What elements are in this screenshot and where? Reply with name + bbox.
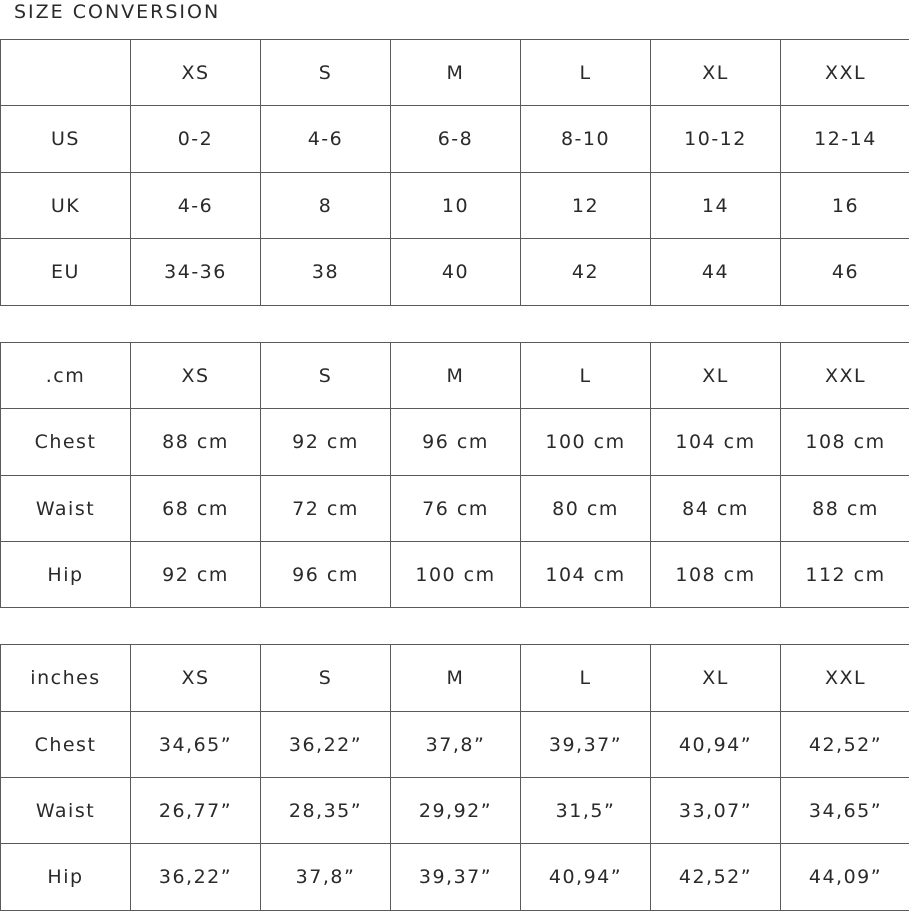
size-header-cell: M xyxy=(391,40,521,106)
table-cell: 8-10 xyxy=(521,106,651,173)
table-cell: 104 cm xyxy=(521,542,651,608)
table-cell: 108 cm xyxy=(781,409,909,476)
row-label-cell: Hip xyxy=(1,844,131,911)
size-header-cell: XL xyxy=(651,40,781,106)
table-cell: 92 cm xyxy=(261,409,391,476)
table-row xyxy=(1,409,909,476)
size-header-cell: XL xyxy=(651,645,781,712)
size-header-cell: L xyxy=(521,40,651,106)
table-cell: 16 xyxy=(781,173,909,239)
table-cell: 39,37” xyxy=(391,844,521,911)
table-cell: 96 cm xyxy=(261,542,391,608)
table-cell: 100 cm xyxy=(521,409,651,476)
table-cell: 10-12 xyxy=(651,106,781,173)
table-cell: 44,09” xyxy=(781,844,909,911)
table-cell: 12 xyxy=(521,173,651,239)
table-cell: 40 xyxy=(391,239,521,306)
table-row xyxy=(1,173,909,239)
table-row xyxy=(1,106,909,173)
table-cell: 37,8” xyxy=(261,844,391,911)
cm-measurements-table xyxy=(0,342,909,608)
table-header-row xyxy=(1,40,909,106)
size-header-cell: XS xyxy=(131,343,261,409)
size-header-cell: S xyxy=(261,40,391,106)
table-cell: 44 xyxy=(651,239,781,306)
table-cell: 96 cm xyxy=(391,409,521,476)
table-cell: 42 xyxy=(521,239,651,306)
row-label-cell: Waist xyxy=(1,476,131,542)
table-cell: 34,65” xyxy=(781,778,909,844)
table-cell: 40,94” xyxy=(651,712,781,778)
table-cell: 40,94” xyxy=(521,844,651,911)
table-cell: 80 cm xyxy=(521,476,651,542)
size-conversion-table xyxy=(0,39,909,306)
row-label-cell: US xyxy=(1,106,131,173)
table-header-row xyxy=(1,343,909,409)
table-row xyxy=(1,542,909,608)
table-cell: 4-6 xyxy=(261,106,391,173)
table-cell: 34-36 xyxy=(131,239,261,306)
table-cell: 26,77” xyxy=(131,778,261,844)
table-cell: 8 xyxy=(261,173,391,239)
table-cell: 38 xyxy=(261,239,391,306)
size-header-cell: XXL xyxy=(781,40,909,106)
table-cell: 72 cm xyxy=(261,476,391,542)
size-header-cell: M xyxy=(391,645,521,712)
table-cell: 104 cm xyxy=(651,409,781,476)
table-row xyxy=(1,239,909,306)
table-cell: 39,37” xyxy=(521,712,651,778)
table-cell: 88 cm xyxy=(781,476,909,542)
size-header-cell: XS xyxy=(131,40,261,106)
size-header-cell: XL xyxy=(651,343,781,409)
table-cell: 31,5” xyxy=(521,778,651,844)
row-label-cell: Chest xyxy=(1,712,131,778)
table-cell: 46 xyxy=(781,239,909,306)
table-cell: 28,35” xyxy=(261,778,391,844)
table-row xyxy=(1,476,909,542)
table-corner-cell: .cm xyxy=(1,343,131,409)
table-cell: 112 cm xyxy=(781,542,909,608)
table-cell: 84 cm xyxy=(651,476,781,542)
table-cell: 36,22” xyxy=(261,712,391,778)
size-header-cell: S xyxy=(261,645,391,712)
row-label-cell: Chest xyxy=(1,409,131,476)
table-cell: 6-8 xyxy=(391,106,521,173)
row-label-cell: UK xyxy=(1,173,131,239)
size-header-cell: XXL xyxy=(781,645,909,712)
table-cell: 12-14 xyxy=(781,106,909,173)
table-cell: 37,8” xyxy=(391,712,521,778)
row-label-cell: Waist xyxy=(1,778,131,844)
size-header-cell: M xyxy=(391,343,521,409)
table-cell: 42,52” xyxy=(781,712,909,778)
row-label-cell: EU xyxy=(1,239,131,306)
table-cell: 68 cm xyxy=(131,476,261,542)
inches-measurements-table xyxy=(0,644,909,911)
table-cell: 92 cm xyxy=(131,542,261,608)
table-cell: 36,22” xyxy=(131,844,261,911)
table-cell: 14 xyxy=(651,173,781,239)
table-header-row xyxy=(1,645,909,712)
table-corner-cell xyxy=(1,40,131,106)
table-cell: 33,07” xyxy=(651,778,781,844)
table-cell: 34,65” xyxy=(131,712,261,778)
table-cell: 88 cm xyxy=(131,409,261,476)
row-label-cell: Hip xyxy=(1,542,131,608)
table-row xyxy=(1,778,909,844)
table-cell: 4-6 xyxy=(131,173,261,239)
table-cell: 108 cm xyxy=(651,542,781,608)
size-header-cell: XXL xyxy=(781,343,909,409)
page-title: SIZE CONVERSION xyxy=(14,1,221,23)
table-row xyxy=(1,844,909,911)
table-cell: 29,92” xyxy=(391,778,521,844)
table-cell: 76 cm xyxy=(391,476,521,542)
table-cell: 10 xyxy=(391,173,521,239)
size-header-cell: S xyxy=(261,343,391,409)
table-row xyxy=(1,712,909,778)
size-header-cell: XS xyxy=(131,645,261,712)
table-cell: 100 cm xyxy=(391,542,521,608)
table-cell: 0-2 xyxy=(131,106,261,173)
table-corner-cell: inches xyxy=(1,645,131,712)
size-header-cell: L xyxy=(521,645,651,712)
table-cell: 42,52” xyxy=(651,844,781,911)
size-header-cell: L xyxy=(521,343,651,409)
